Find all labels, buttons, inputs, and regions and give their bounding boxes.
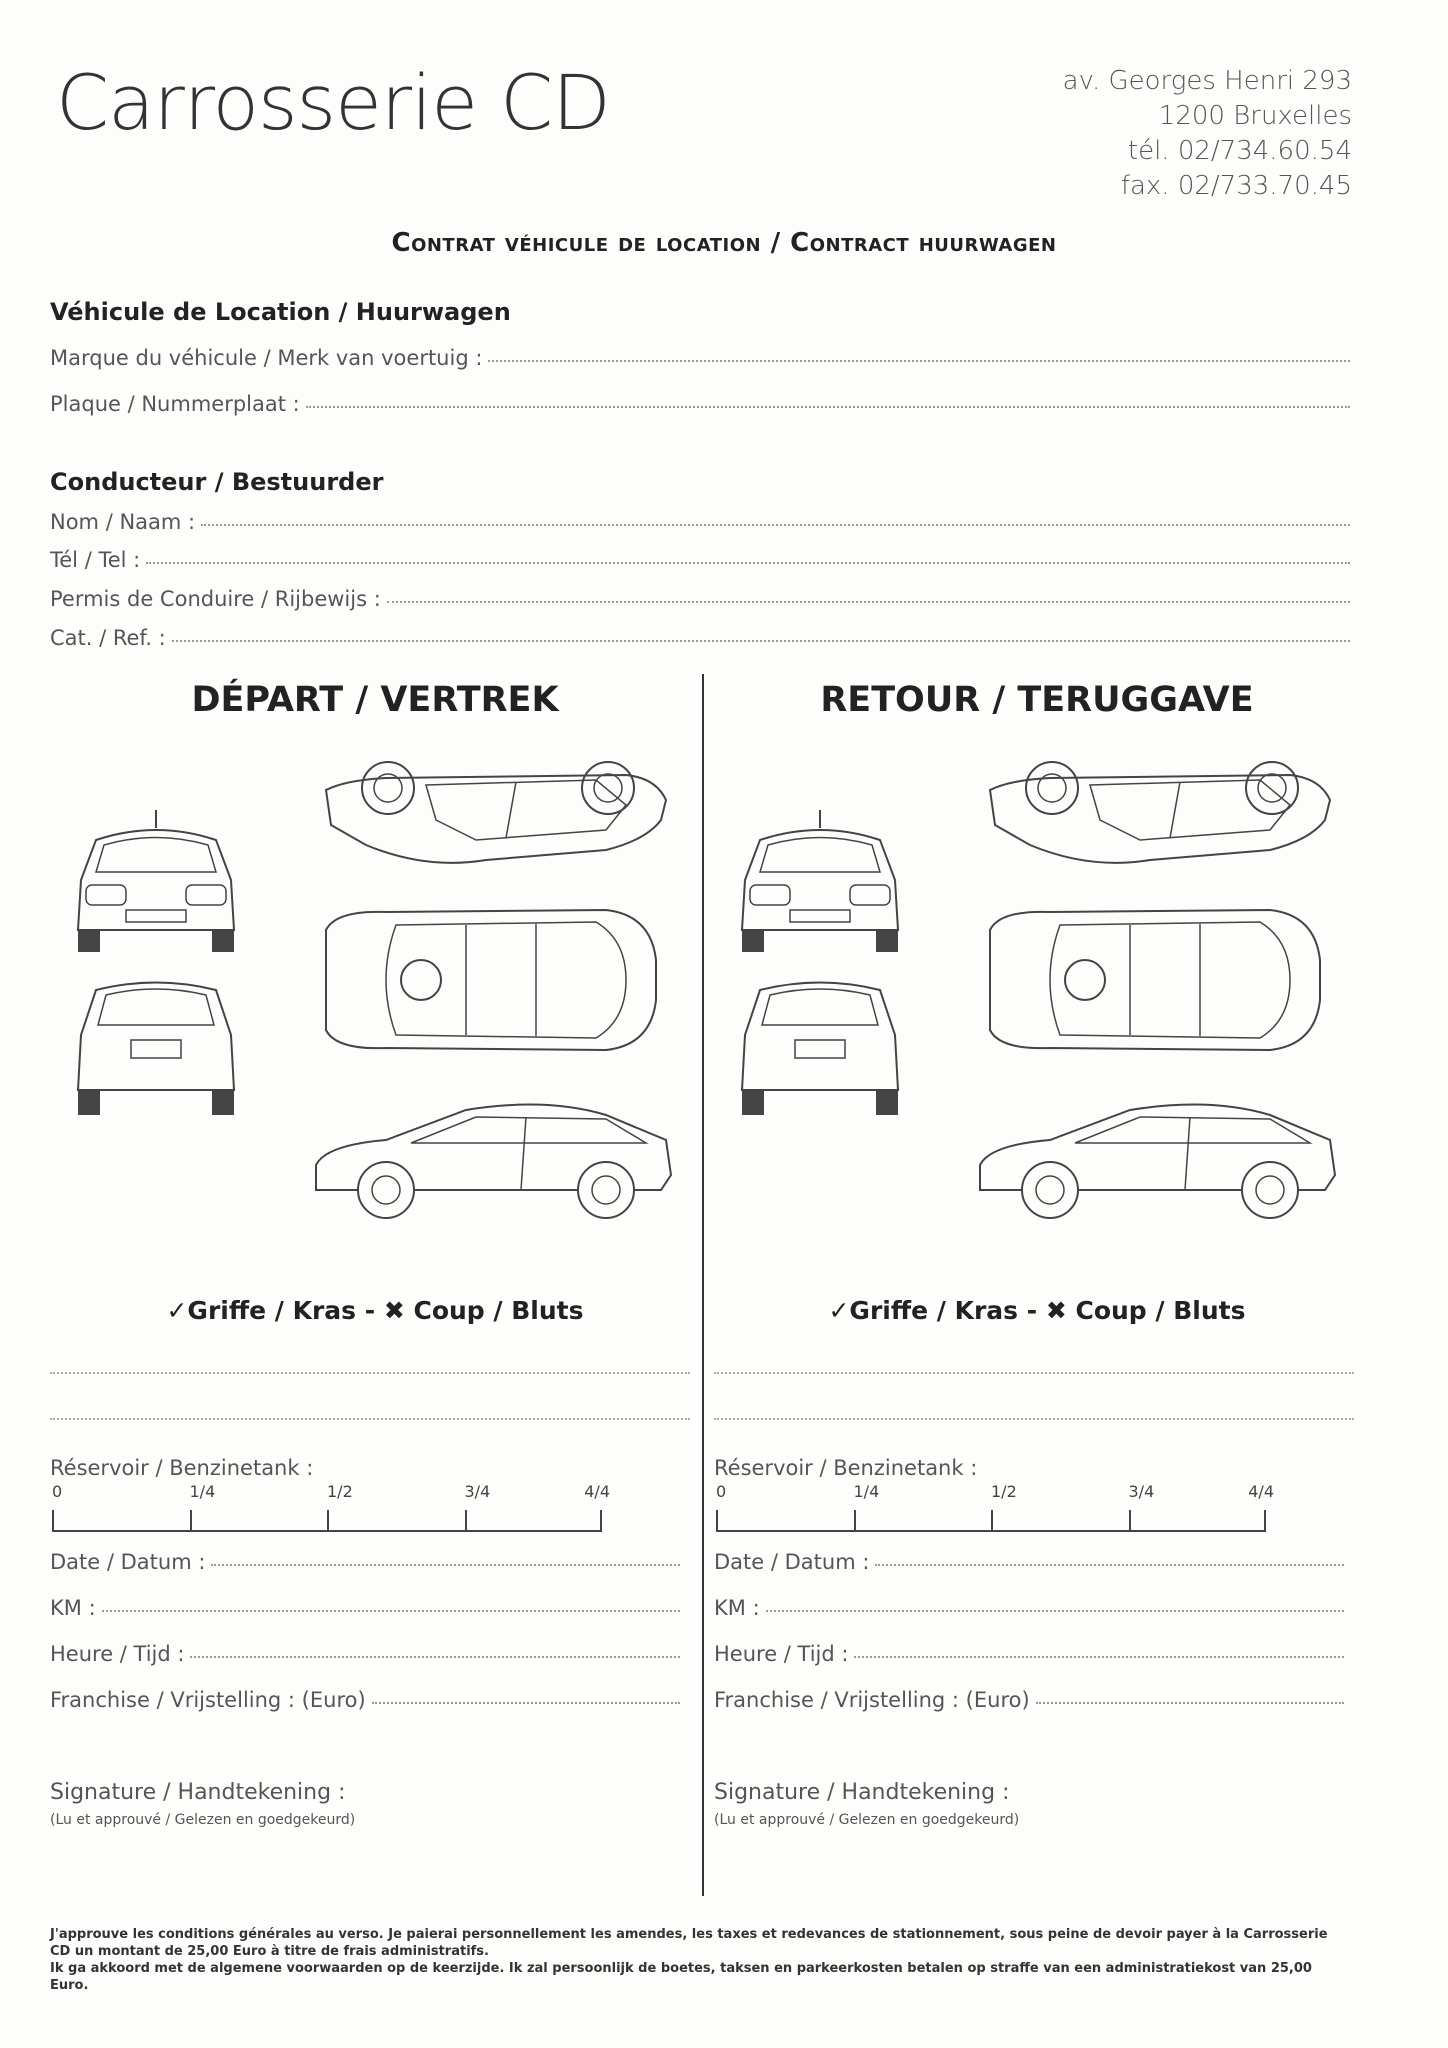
driver-name-field[interactable] xyxy=(50,510,1350,534)
address-phone: tél. 02/734.60.54 xyxy=(1127,136,1352,166)
depart-notes-line-2[interactable] xyxy=(50,1418,690,1420)
depart-damage-legend: ✓Griffe / Kras - ✖ Coup / Bluts xyxy=(166,1296,584,1325)
vehicle-brand-label: Marque du véhicule / Merk van voertuig : xyxy=(50,346,483,370)
fill-line xyxy=(372,1701,680,1704)
gauge-tick-4-4 xyxy=(600,1510,602,1532)
gauge-label-3-4: 3/4 xyxy=(464,1482,491,1501)
fill-line xyxy=(146,561,1350,564)
driver-category-label: Cat. / Ref. : xyxy=(50,626,166,650)
retour-time-label: Heure / Tijd : xyxy=(714,1642,849,1666)
depart-franchise-label: Franchise / Vrijstelling : (Euro) xyxy=(50,1688,366,1712)
depart-signature-label: Signature / Handtekening : xyxy=(50,1780,346,1805)
gauge-tick-0 xyxy=(52,1510,54,1532)
car-rear-view[interactable] xyxy=(56,975,256,1125)
fill-line xyxy=(1036,1701,1344,1704)
fill-line xyxy=(172,639,1350,642)
car-rear-view[interactable] xyxy=(720,975,920,1125)
driver-license-field[interactable] xyxy=(50,587,1350,611)
fill-line xyxy=(766,1609,1344,1612)
vehicle-brand-field[interactable] xyxy=(50,346,1350,370)
document-title: Contrat véhicule de location / Contract huurwagen xyxy=(391,228,1057,258)
gauge-label-1-4: 1/4 xyxy=(853,1482,880,1501)
driver-category-field[interactable] xyxy=(50,626,1350,650)
gauge-tick-3-4 xyxy=(1129,1510,1131,1532)
terms-french: J'approuve les conditions générales au verso. Je paierai personnellement les amendes, les taxes et redevances de stationnement, sous peine de devoir payer à la Carrosserie CD un montant de 25,00 Euro à titre de frais administratifs. xyxy=(50,1927,1328,1959)
fill-line xyxy=(211,1563,680,1566)
depart-tank-label: Réservoir / Benzinetank : xyxy=(50,1456,314,1480)
car-top-view[interactable] xyxy=(970,900,1330,1060)
car-front-view[interactable] xyxy=(720,810,920,960)
depart-car-diagrams xyxy=(56,750,696,1250)
car-top-view[interactable] xyxy=(306,900,666,1060)
vehicle-plate-field[interactable] xyxy=(50,392,1350,416)
gauge-tick-4-4 xyxy=(1264,1510,1266,1532)
address-street: av. Georges Henri 293 xyxy=(1062,66,1352,96)
fill-line xyxy=(488,359,1350,362)
gauge-tick-1-2 xyxy=(327,1510,329,1532)
retour-date-label: Date / Datum : xyxy=(714,1550,870,1574)
gauge-tick-3-4 xyxy=(465,1510,467,1532)
driver-phone-field[interactable] xyxy=(50,548,1350,572)
terms-dutch: Ik ga akkoord met de algemene voorwaarden op de keerzijde. Ik zal persoonlijk de boetes, taksen en parkeerkosten betalen op straffe van een administratiekost van 25,00 Euro. xyxy=(50,1961,1312,1993)
retour-notes-line-1[interactable] xyxy=(714,1372,1354,1374)
fill-line xyxy=(306,405,1350,408)
depart-time-field[interactable] xyxy=(50,1642,680,1666)
retour-heading: RETOUR / TERUGGAVE xyxy=(820,680,1254,720)
gauge-tick-1-2 xyxy=(991,1510,993,1532)
depart-date-label: Date / Datum : xyxy=(50,1550,206,1574)
depart-km-label: KM : xyxy=(50,1596,96,1620)
fill-line xyxy=(201,523,1350,526)
driver-name-label: Nom / Naam : xyxy=(50,510,196,534)
gauge-label-0: 0 xyxy=(52,1482,63,1501)
address-city: 1200 Bruxelles xyxy=(1158,101,1352,131)
column-divider xyxy=(702,674,704,1896)
fill-line xyxy=(190,1655,680,1658)
depart-notes-line-1[interactable] xyxy=(50,1372,690,1374)
retour-franchise-label: Franchise / Vrijstelling : (Euro) xyxy=(714,1688,1030,1712)
retour-signature-area[interactable] xyxy=(714,1834,1344,1884)
terms-footer xyxy=(50,1926,1350,1994)
company-address xyxy=(1063,64,1352,204)
gauge-label-1-2: 1/2 xyxy=(327,1482,353,1501)
depart-date-field[interactable] xyxy=(50,1550,680,1574)
gauge-label-4-4: 4/4 xyxy=(584,1482,610,1501)
car-side-view-top[interactable] xyxy=(970,750,1350,890)
depart-franchise-field[interactable] xyxy=(50,1688,680,1712)
retour-km-field[interactable] xyxy=(714,1596,1344,1620)
company-name: Carrosserie CD xyxy=(56,58,610,147)
fill-line xyxy=(875,1563,1344,1566)
retour-date-field[interactable] xyxy=(714,1550,1344,1574)
depart-time-label: Heure / Tijd : xyxy=(50,1642,185,1666)
gauge-tick-1-4 xyxy=(190,1510,192,1532)
vehicle-plate-label: Plaque / Nummerplaat : xyxy=(50,392,300,416)
car-side-view-top[interactable] xyxy=(306,750,686,890)
gauge-label-1-2: 1/2 xyxy=(991,1482,1017,1501)
retour-franchise-field[interactable] xyxy=(714,1688,1344,1712)
address-fax: fax. 02/733.70.45 xyxy=(1120,171,1352,201)
depart-heading: DÉPART / VERTREK xyxy=(191,680,559,720)
fill-line xyxy=(102,1609,680,1612)
driver-license-label: Permis de Conduire / Rijbewijs : xyxy=(50,587,381,611)
depart-signature-note: (Lu et approuvé / Gelezen en goedgekeurd) xyxy=(50,1812,356,1828)
retour-damage-legend: ✓Griffe / Kras - ✖ Coup / Bluts xyxy=(828,1296,1246,1325)
retour-notes-line-2[interactable] xyxy=(714,1418,1354,1420)
gauge-tick-0 xyxy=(716,1510,718,1532)
gauge-label-1-4: 1/4 xyxy=(189,1482,216,1501)
fill-line xyxy=(387,600,1350,603)
car-side-view[interactable] xyxy=(970,1095,1350,1225)
depart-tank-gauge[interactable] xyxy=(52,1482,610,1532)
retour-car-diagrams xyxy=(720,750,1360,1250)
car-front-view[interactable] xyxy=(56,810,256,960)
gauge-label-0: 0 xyxy=(716,1482,727,1501)
retour-tank-gauge[interactable] xyxy=(716,1482,1274,1532)
retour-tank-label: Réservoir / Benzinetank : xyxy=(714,1456,978,1480)
driver-section-title: Conducteur / Bestuurder xyxy=(50,468,384,496)
gauge-tick-1-4 xyxy=(854,1510,856,1532)
vehicle-section-title: Véhicule de Location / Huurwagen xyxy=(50,298,511,326)
car-side-view[interactable] xyxy=(306,1095,686,1225)
gauge-label-3-4: 3/4 xyxy=(1128,1482,1155,1501)
depart-km-field[interactable] xyxy=(50,1596,680,1620)
retour-signature-label: Signature / Handtekening : xyxy=(714,1780,1010,1805)
retour-signature-note: (Lu et approuvé / Gelezen en goedgekeurd) xyxy=(714,1812,1020,1828)
gauge-label-4-4: 4/4 xyxy=(1248,1482,1274,1501)
driver-phone-label: Tél / Tel : xyxy=(50,548,141,572)
retour-km-label: KM : xyxy=(714,1596,760,1620)
depart-signature-area[interactable] xyxy=(50,1834,680,1884)
fill-line xyxy=(854,1655,1344,1658)
retour-time-field[interactable] xyxy=(714,1642,1344,1666)
